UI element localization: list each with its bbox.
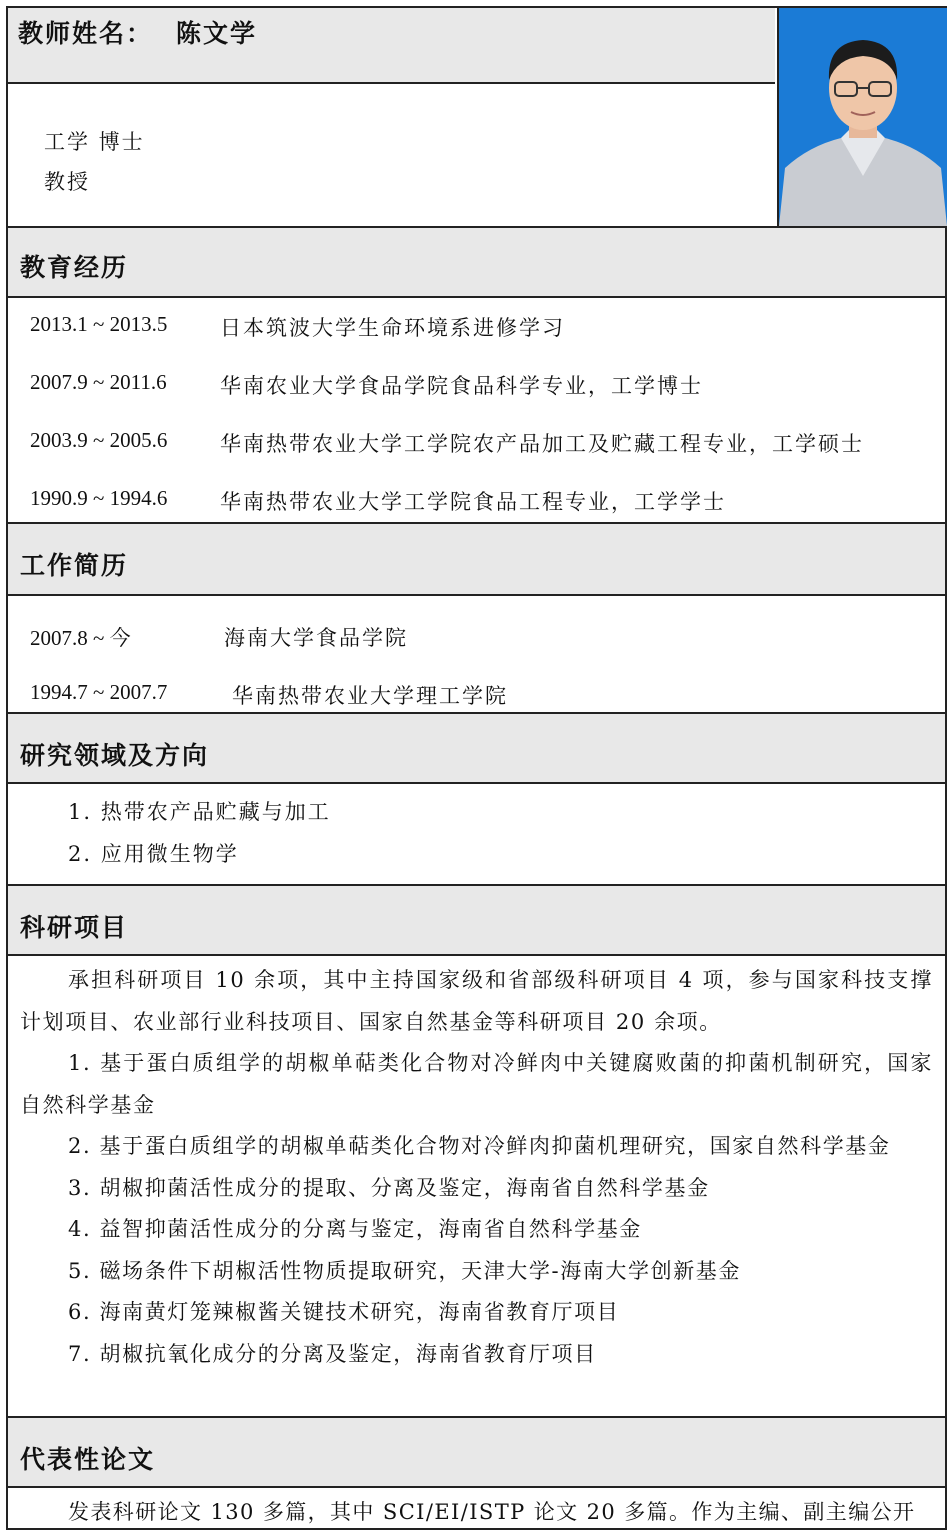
projects-heading: 科研项目 [20, 913, 129, 942]
education-list [8, 298, 945, 522]
research-item: 1. 热带农产品贮藏与加工 [68, 800, 331, 824]
edu-text: 华南热带农业大学工学院食品工程专业，工学学士 [220, 490, 726, 514]
project-item: 4. 益智抑菌活性成分的分离与鉴定，海南省自然科学基金 [68, 1217, 642, 1241]
work-date: 1994.7 ~ 2007.7 [30, 680, 168, 704]
project-item: 2. 基于蛋白质组学的胡椒单萜类化合物对冷鲜肉抑菌机理研究，国家自然科学基金 [68, 1134, 891, 1158]
research-heading: 研究领域及方向 [20, 741, 210, 770]
edu-date: 1990.9 ~ 1994.6 [30, 486, 168, 510]
papers-intro: 发表科研论文 130 多篇，其中 SCI/EI/ISTP 论文 20 多篇。作为主编、副主编公开 [68, 1500, 916, 1524]
work-date: 2007.8 ~ 今 [30, 626, 131, 650]
edu-text: 华南热带农业大学工学院农产品加工及贮藏工程专业，工学硕士 [220, 432, 864, 456]
project-item: 5. 磁场条件下胡椒活性物质提取研究，天津大学-海南大学创新基金 [68, 1258, 742, 1283]
work-heading: 工作简历 [20, 551, 129, 580]
projects-intro: 承担科研项目 10 余项，其中主持国家级和省部级科研项目 4 项，参与国家科技支撑计划项目、农业部行业科技项目、国家自然基金等科研项目 20 余项。 [20, 968, 933, 1034]
research-item: 2. 应用微生物学 [68, 842, 239, 866]
education-heading-row [8, 226, 945, 298]
edu-date: 2003.9 ~ 2005.6 [30, 428, 168, 452]
work-list [8, 596, 945, 712]
edu-text: 日本筑波大学生命环境系进修学习 [220, 316, 565, 340]
papers-content [8, 1488, 945, 1532]
basic-info-row [8, 84, 775, 226]
name-label: 教师姓名： [18, 19, 154, 48]
work-heading-row [8, 522, 945, 596]
papers-heading: 代表性论文 [20, 1445, 156, 1474]
work-text: 华南热带农业大学理工学院 [232, 684, 508, 708]
projects-heading-row [8, 884, 945, 956]
projects-content [20, 960, 933, 1416]
papers-heading-row [8, 1416, 945, 1488]
title-text: 教授 [44, 170, 90, 194]
project-item: 7. 胡椒抗氧化成分的分离及鉴定，海南省教育厅项目 [68, 1341, 597, 1366]
edu-date: 2013.1 ~ 2013.5 [30, 312, 168, 336]
education-heading: 教育经历 [20, 253, 129, 282]
project-item: 3. 胡椒抑菌活性成分的提取、分离及鉴定，海南省自然科学基金 [68, 1175, 710, 1200]
research-heading-row [8, 712, 945, 784]
research-list [8, 784, 945, 884]
profile-table [6, 6, 947, 1530]
work-text: 海南大学食品学院 [224, 626, 408, 650]
edu-text: 华南农业大学食品学院食品科学专业，工学博士 [220, 374, 703, 398]
edu-date: 2007.9 ~ 2011.6 [30, 370, 167, 394]
project-item: 1. 基于蛋白质组学的胡椒单萜类化合物对冷鲜肉中关键腐败菌的抑菌机制研究，国家自然科学基金 [20, 1051, 933, 1117]
teacher-photo [779, 8, 947, 226]
name-header-row [8, 8, 775, 84]
teacher-name: 陈文学 [176, 19, 258, 48]
degree-text: 工学 博士 [44, 130, 145, 154]
project-item: 6. 海南黄灯笼辣椒酱关键技术研究，海南省教育厅项目 [68, 1300, 620, 1324]
